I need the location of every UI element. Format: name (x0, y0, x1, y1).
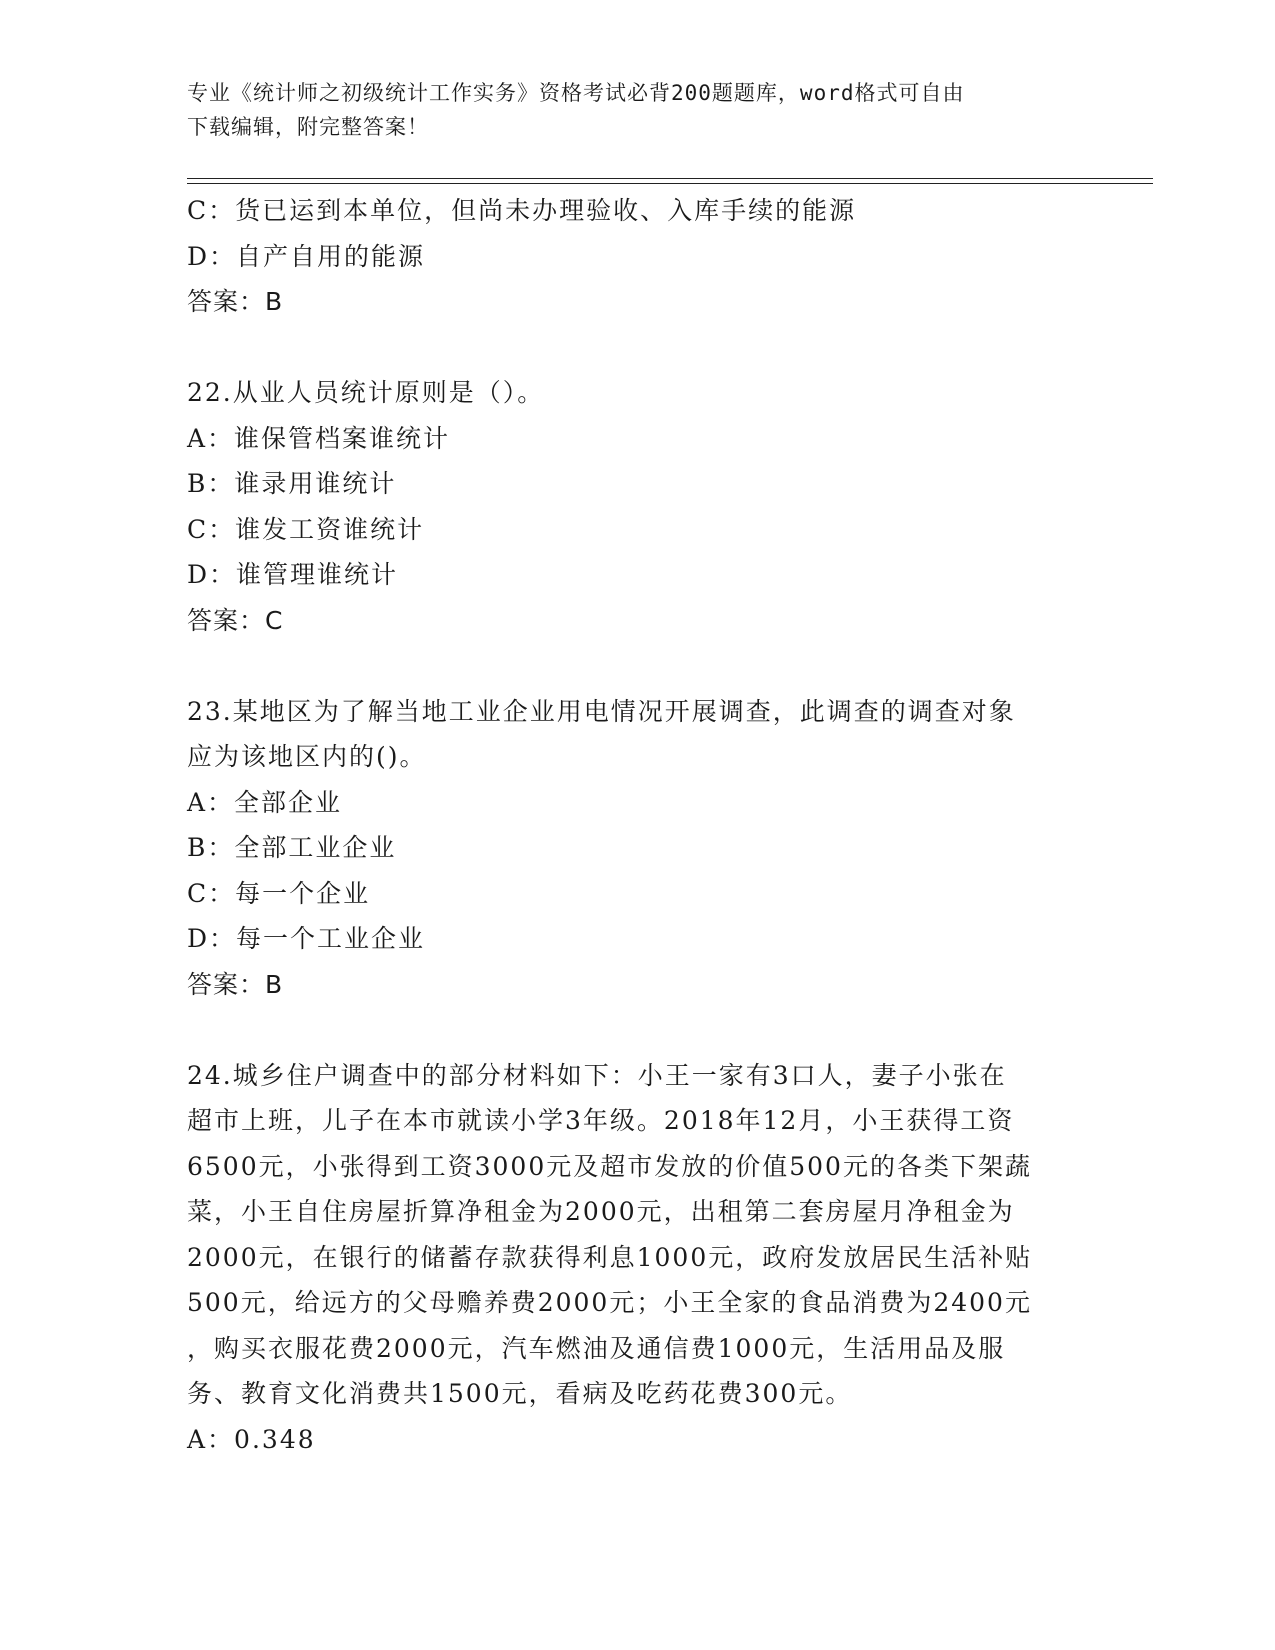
spacer (187, 1007, 1087, 1053)
spacer (187, 325, 1087, 371)
q22-answer: 答案：C (187, 605, 284, 635)
q22-option-b: B：谁录用谁统计 (187, 469, 397, 498)
q24-option-a: A：0.348 (187, 1424, 316, 1454)
q24-stem-line-4: 菜，小王自住房屋折算净租金为2000元，出租第二套房屋月净租金为 (187, 1197, 1015, 1226)
q23-option-d: D：每一个工业企业 (187, 924, 426, 953)
document-header (187, 76, 1087, 144)
q23-answer: 答案：B (187, 969, 284, 999)
header-line-1: 专业《统计师之初级统计工作实务》资格考试必背200题题库，word格式可自由 (187, 81, 965, 105)
q22-option-d: D：谁管理谁统计 (187, 560, 399, 589)
header-line-2: 下载编辑，附完整答案！ (187, 115, 429, 139)
q24-stem-line-1: 24.城乡住户调查中的部分材料如下：小王一家有3口人，妻子小张在 (187, 1060, 1007, 1090)
q21-answer: 答案：B (187, 287, 284, 316)
q21-option-d: D：自产自用的能源 (187, 241, 426, 271)
header-divider (187, 178, 1153, 184)
q23-option-b: B：全部工业企业 (187, 833, 397, 862)
q24-stem-line-6: 500元，给远方的父母赡养费2000元；小王全家的食品消费为2400元 (187, 1288, 1032, 1317)
q24-stem-line-2: 超市上班，儿子在本市就读小学3年级。2018年12月，小王获得工资 (187, 1106, 1015, 1135)
question-content (187, 188, 1087, 1462)
q21-option-c: C：货已运到本单位，但尚未办理验收、入库手续的能源 (187, 196, 857, 225)
q22-stem: 22.从业人员统计原则是（）。 (187, 378, 545, 407)
q22-option-a: A：谁保管档案谁统计 (187, 423, 451, 453)
spacer (187, 643, 1087, 689)
q23-option-a: A：全部企业 (187, 787, 343, 817)
q22-option-c: C：谁发工资谁统计 (187, 514, 425, 544)
q24-stem-line-3: 6500元，小张得到工资3000元及超市发放的价值500元的各类下架蔬 (187, 1151, 1032, 1181)
q24-stem-line-5: 2000元，在银行的储蓄存款获得利息1000元，政府发放居民生活补贴 (187, 1242, 1033, 1272)
q24-stem-line-7: ，购买衣服花费2000元，汽车燃油及通信费1000元，生活用品及服 (187, 1333, 1006, 1363)
q23-stem-line-2: 应为该地区内的()。 (187, 742, 427, 771)
q23-option-c: C：每一个企业 (187, 878, 371, 908)
q24-stem-line-8: 务、教育文化消费共1500元，看病及吃药花费300元。 (187, 1379, 853, 1408)
q23-stem-line-1: 23.某地区为了解当地工业企业用电情况开展调查，此调查的调查对象 (187, 696, 1016, 726)
